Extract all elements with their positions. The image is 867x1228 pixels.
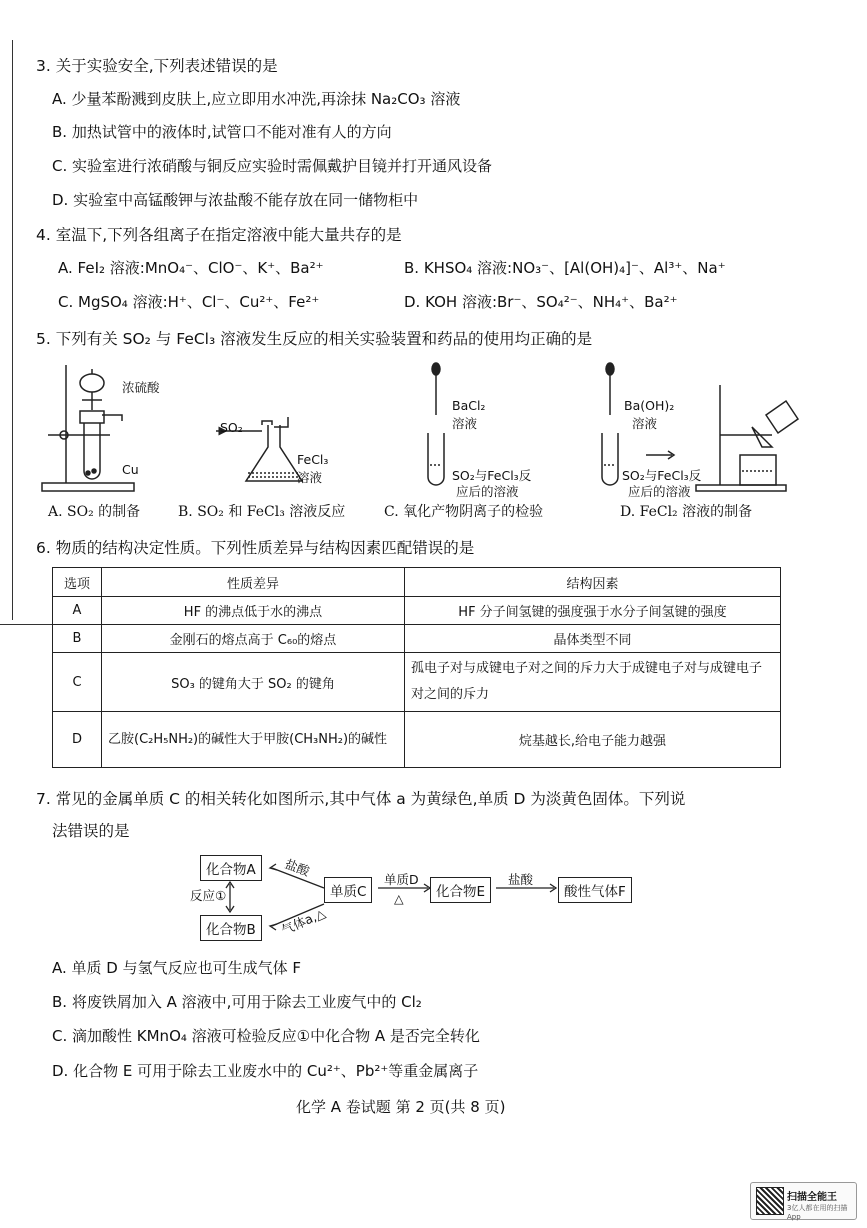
q6-stem: 6. 物质的结构决定性质。下列性质差异与结构因素匹配错误的是 (36, 539, 475, 557)
q7-option-b: B. 将废铁屑加入 A 溶液中,可用于除去工业废气中的 Cl₂ (52, 993, 422, 1011)
row-d-property: 乙胺(C₂H₅NH₂)的碱性大于甲胺(CH₃NH₂)的碱性 (102, 712, 405, 768)
label-c-mix2: 应后的溶液 (456, 484, 519, 499)
table-header-row (53, 568, 781, 597)
q3-option-c: C. 实验室进行浓硝酸与铜反应实验时需佩戴护目镜并打开通风设备 (52, 157, 493, 175)
row-a-property: HF 的沸点低于水的沸点 (102, 597, 405, 625)
edge-label-gas-a: 气体a,△ (279, 905, 328, 938)
beaker-d (740, 455, 776, 485)
label-c-mix1: SO₂与FeCl₃反 (452, 468, 532, 483)
edge-label-hcl-1: 盐酸 (283, 856, 312, 879)
node-acidic-gas-f: 酸性气体F (558, 877, 632, 903)
qr-code-icon (756, 1187, 784, 1215)
caption-b: B. SO₂ 和 FeCl₃ 溶液反应 (178, 504, 346, 520)
badge-subtitle: 3亿人都在用的扫描App (787, 1204, 848, 1221)
table-row (53, 653, 781, 712)
edge-label-heat: △ (394, 891, 404, 906)
q4-option-d: D. KOH 溶液:Br⁻、SO₄²⁻、NH₄⁺、Ba²⁺ (404, 293, 678, 311)
label-cu: Cu (122, 462, 139, 477)
caption-d: D. FeCl₂ 溶液的制备 (620, 504, 753, 520)
label-c-solution: 溶液 (452, 416, 478, 431)
q4-option-b: B. KHSO₄ 溶液:NO₃⁻、[Al(OH)₄]⁻、Al³⁺、Na⁺ (404, 259, 726, 277)
row-d-option: D (53, 712, 102, 768)
table-row (53, 712, 781, 768)
table-row (53, 625, 781, 653)
q6-table (52, 567, 781, 768)
row-b-property: 金刚石的熔点高于 C₆₀的熔点 (102, 625, 405, 653)
caption-a: A. SO₂ 的制备 (48, 504, 141, 520)
q7-stem-line2: 法错误的是 (52, 822, 130, 840)
q7-stem-line1: 7. 常见的金属单质 C 的相关转化如图所示,其中气体 a 为黄绿色,单质 D 为淡黄色固体。下列说 (36, 790, 686, 808)
label-d-mix1: SO₂与FeCl₃反 (622, 468, 702, 483)
header-structure: 结构因素 (405, 568, 781, 597)
row-b-option: B (53, 625, 102, 653)
q3-option-a: A. 少量苯酚溅到皮肤上,应立即用水冲洗,再涂抹 Na₂CO₃ 溶液 (52, 90, 461, 108)
q4-stem: 4. 室温下,下列各组离子在指定溶液中能大量共存的是 (36, 226, 402, 244)
node-element-c: 单质C (324, 877, 372, 903)
table-row (53, 597, 781, 625)
label-c-bacl2: BaCl₂ (452, 398, 486, 413)
edge-label-hcl-2: 盐酸 (508, 872, 534, 887)
separatory-funnel (80, 374, 104, 392)
header-option: 选项 (53, 568, 102, 597)
apparatus-d-base (696, 485, 786, 491)
node-compound-b: 化合物B (200, 915, 262, 941)
row-c-property: SO₃ 的键角大于 SO₂ 的键角 (102, 653, 405, 712)
edge-label-reaction-1: 反应① (190, 888, 227, 903)
label-conc-sulfuric-acid: 浓硫酸 (122, 380, 160, 395)
row-b-structure: 晶体类型不同 (405, 625, 781, 653)
row-c-structure: 孤电子对与成键电子对之间的斥力大于成键电子对与成键电子对之间的斥力 (405, 653, 781, 712)
row-a-option: A (53, 597, 102, 625)
q3-option-b: B. 加热试管中的液体时,试管口不能对准有人的方向 (52, 123, 392, 141)
margin-cut-mark (0, 624, 60, 625)
q5-stem: 5. 下列有关 SO₂ 与 FeCl₃ 溶液发生反应的相关实验装置和药品的使用均正确的是 (36, 330, 593, 348)
q7-option-a: A. 单质 D 与氢气反应也可生成气体 F (52, 959, 302, 977)
q4-option-c: C. MgSO₄ 溶液:H⁺、Cl⁻、Cu²⁺、Fe²⁺ (58, 293, 320, 311)
header-property: 性质差异 (102, 568, 405, 597)
q7-option-c: C. 滴加酸性 KMnO₄ 溶液可检验反应①中化合物 A 是否完全转化 (52, 1027, 480, 1045)
badge-title: 扫描全能王 (787, 1192, 837, 1203)
label-b-so2: SO₂ (220, 420, 243, 435)
label-d-baoh2: Ba(OH)₂ (624, 398, 675, 413)
caption-c: C. 氧化产物阴离子的检验 (384, 504, 544, 520)
row-c-option: C (53, 653, 102, 712)
q3-option-d: D. 实验室中高锰酸钾与浓盐酸不能存放在同一储物柜中 (52, 191, 419, 209)
test-tube-c (428, 433, 444, 485)
test-tube-d (602, 433, 618, 485)
row-d-structure: 烷基越长,给电子能力越强 (405, 712, 781, 768)
row-a-structure: HF 分子间氢键的强度强于水分子间氢键的强度 (405, 597, 781, 625)
label-d-solution: 溶液 (632, 416, 658, 431)
scanner-badge (750, 1182, 857, 1220)
page-footer: 化学 A 卷试题 第 2 页(共 8 页) (296, 1098, 506, 1116)
apparatus-a-base (42, 483, 134, 491)
label-d-mix2: 应后的溶液 (628, 484, 691, 499)
q4-option-a: A. FeI₂ 溶液:MnO₄⁻、ClO⁻、K⁺、Ba²⁺ (58, 259, 324, 277)
margin-binding-line (12, 40, 13, 620)
node-compound-e: 化合物E (430, 877, 491, 903)
label-b-solution: 溶液 (297, 470, 323, 485)
node-compound-a: 化合物A (200, 855, 262, 881)
q7-option-d: D. 化合物 E 可用于除去工业废水中的 Cu²⁺、Pb²⁺等重金属离子 (52, 1062, 479, 1080)
edge-label-element-d: 单质D (384, 872, 419, 887)
label-b-fecl3: FeCl₃ (297, 452, 329, 467)
q3-stem: 3. 关于实验安全,下列表述错误的是 (36, 57, 278, 75)
